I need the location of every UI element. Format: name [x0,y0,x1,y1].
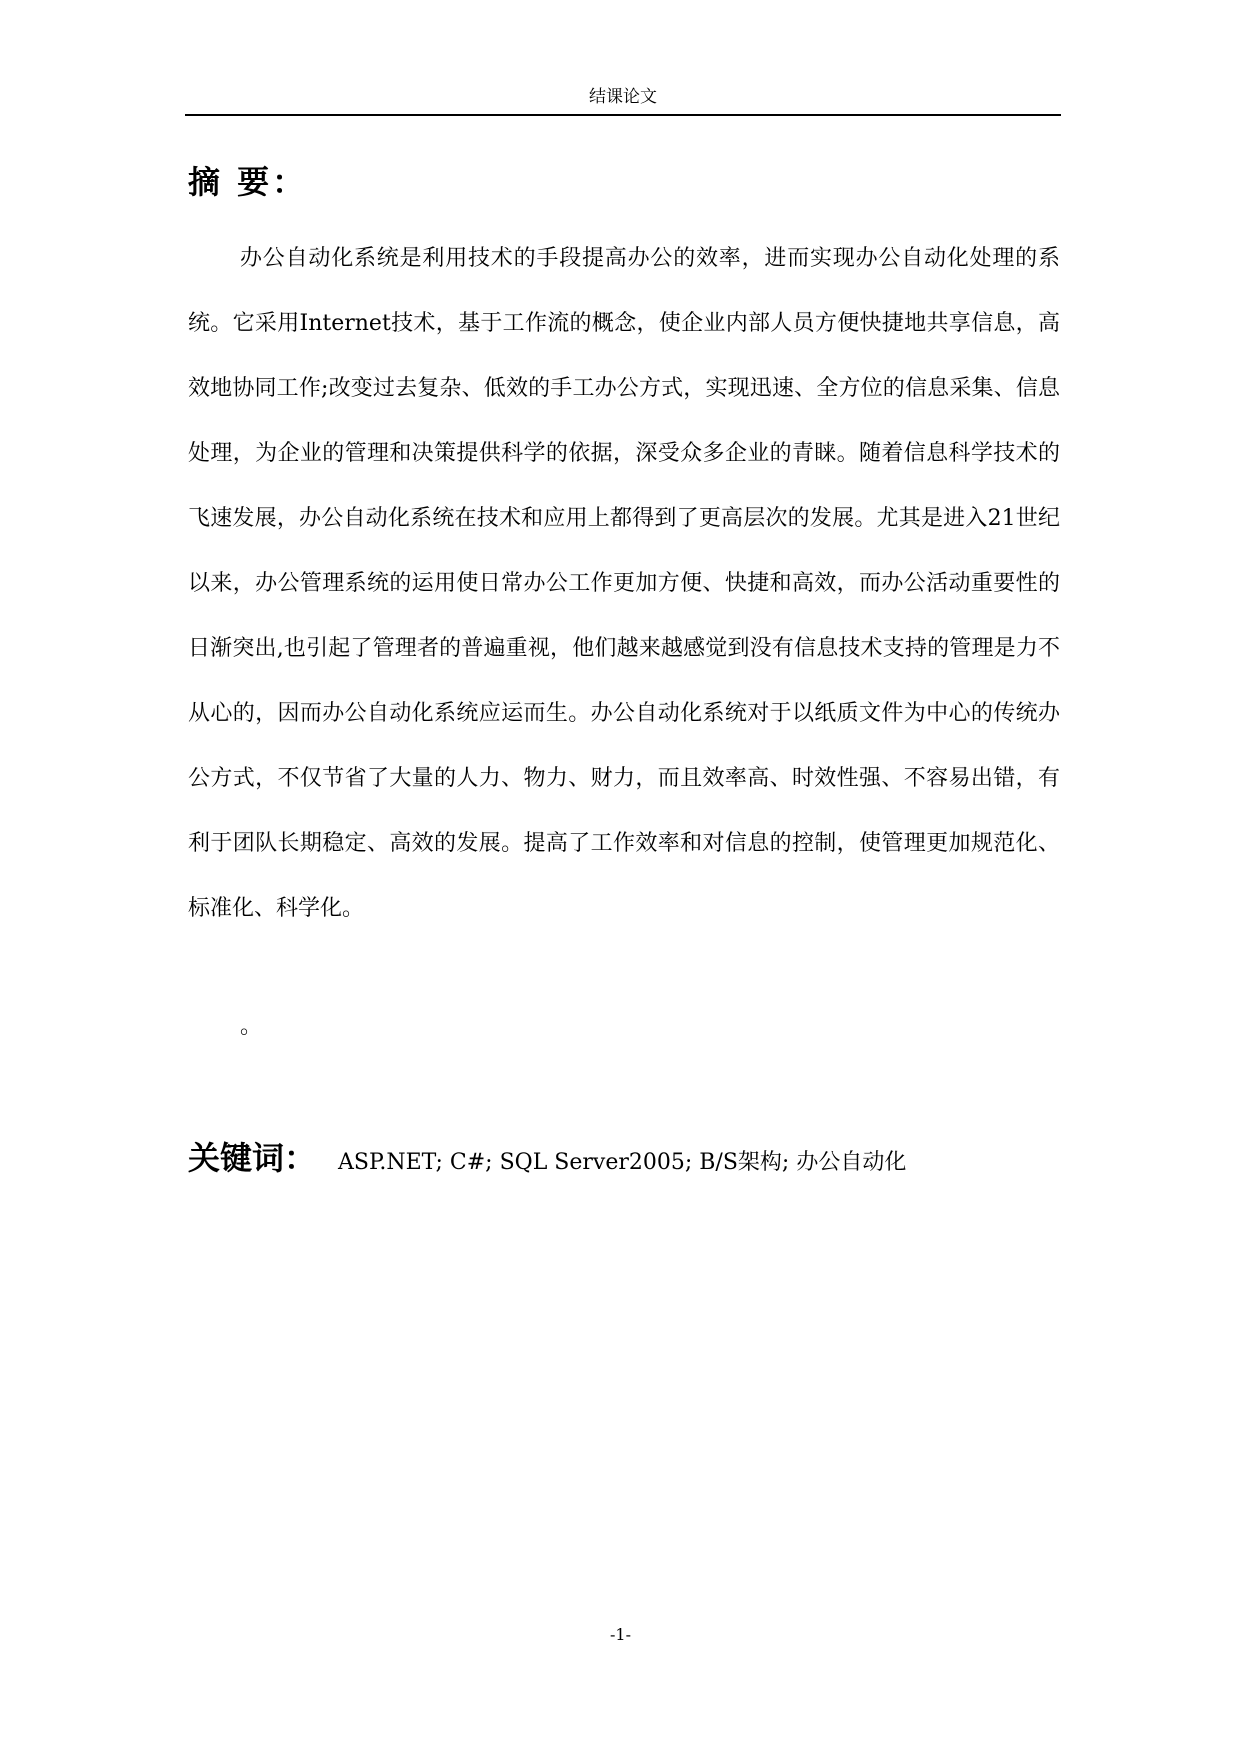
abstract-heading: 摘 要： [188,163,308,201]
keywords-section [188,1138,906,1183]
keywords-text: ASP.NET; C#; SQL Server2005; B/S架构; 办公自动化 [338,1150,907,1175]
keywords-label: 关键词： [188,1139,317,1177]
abstract-trailing-mark: 。 [240,1014,263,1039]
page-number: -1- [610,1625,631,1644]
header-title: 结课论文 [589,87,657,107]
abstract-body: 办公自动化系统是利用技术的手段提高办公的效率，进而实现办公自动化处理的系统。它采用Internet技术，基于工作流的概念，使企业内部人员方便快捷地共享信息，高效地协同工作;改变过去复杂、低效的手工办公方式，实现迅速、全方位的信息采集、信息处理，为企业的管理和决策提供科学的依据，深受众多企业的青睐。随着信息科学技术的飞速发展，办公自动化系统在技术和应用上都得到了更高层次的发展。尤其是进入21世纪以来，办公管理系统的运用使日常办公工作更加方便、快捷和高效，而办公活动重要性的日渐突出,也引起了管理者的普遍重视，他们越来越感觉到没有信息技术支持的管理是力不从心的，因而办公自动化系统应运而生。办公自动化系统对于以纸质文件为中心的传统办公方式，不仅节省了大量的人力、物力、财力，而且效率高、时效性强、不容易出错，有利于团队长期稳定、高效的发展。提高了工作效率和对信息的控制，使管理更加规范化、标准化、科学化。 [188,246,1060,921]
page-header [185,84,1061,116]
